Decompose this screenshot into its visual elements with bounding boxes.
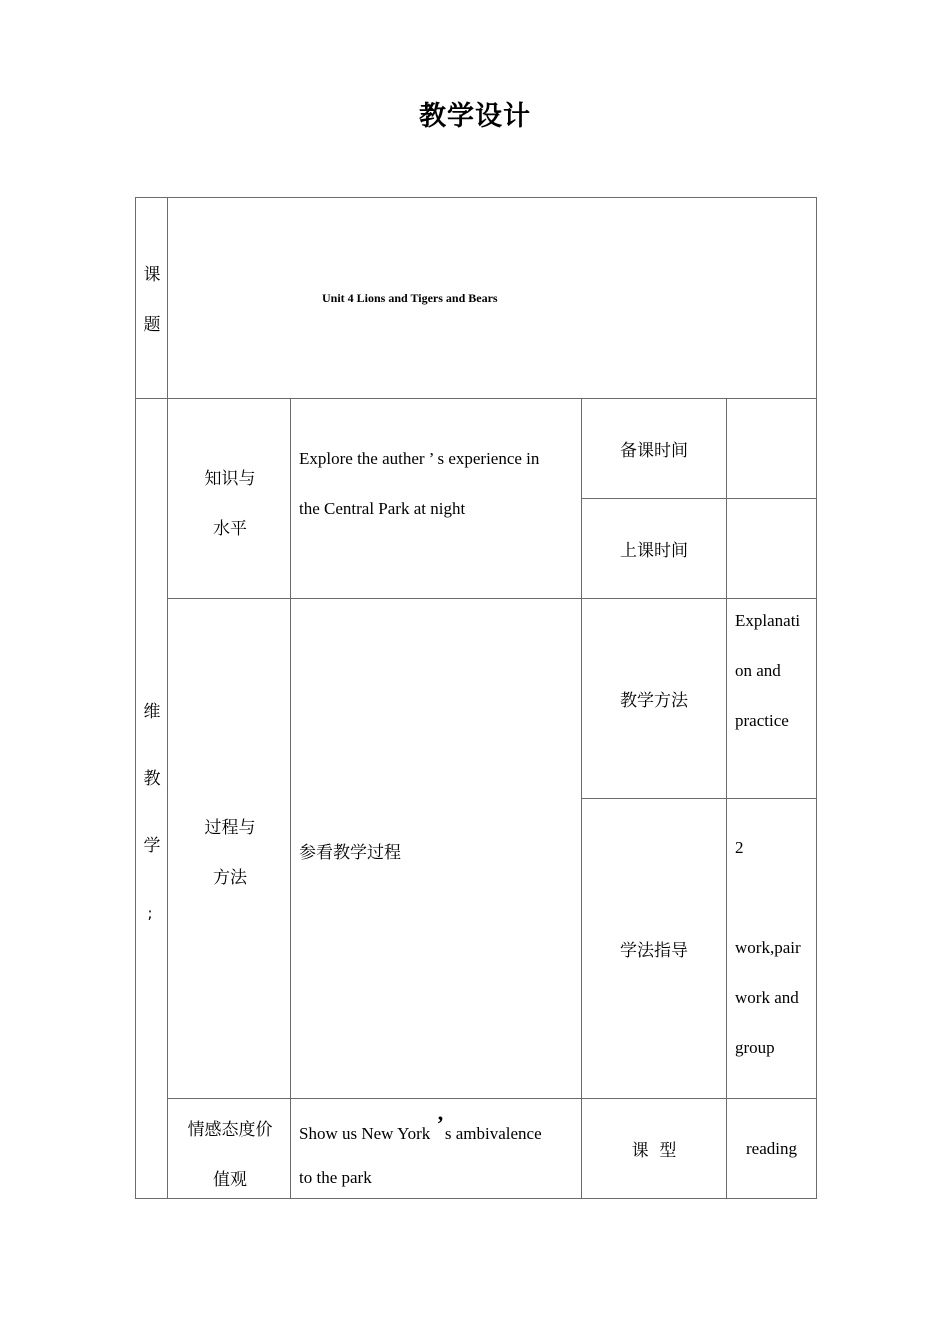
emotion-label-line: 情感态度价: [187, 1120, 273, 1140]
prep-time-label-cell: [581, 398, 727, 499]
method-value-line: on and: [735, 661, 781, 680]
prep-time-value-cell: [726, 398, 817, 499]
side-label-char: 教: [143, 769, 161, 789]
class-time-label-cell: [581, 498, 727, 599]
guidance-label-cell: [581, 798, 727, 1099]
guidance-value-line: work,pair: [735, 938, 801, 957]
topic-label-char: 题: [143, 315, 161, 335]
class-time-label: 上课时间: [620, 541, 688, 561]
method-label: 教学方法: [620, 691, 688, 711]
knowledge-content-line: the Central Park at night: [299, 499, 466, 518]
side-label-char: 维: [143, 702, 161, 722]
knowledge-content-cell: [290, 398, 582, 599]
knowledge-label-line: 水平: [213, 519, 247, 539]
emotion-label-line: 值观: [213, 1170, 247, 1190]
method-value-line: Explanati: [735, 611, 801, 630]
knowledge-label-line: 知识与: [204, 469, 256, 489]
topic-label-char: 课: [143, 265, 161, 285]
topic-value-cell: [167, 197, 817, 399]
topic-label-cell: [135, 197, 168, 399]
emotion-content-cell: [290, 1098, 582, 1199]
process-label-line: 方法: [213, 868, 247, 888]
guidance-value-line: group: [735, 1038, 775, 1057]
lesson-plan-table: [135, 197, 817, 1199]
emotion-content-part: s ambivalence: [444, 1124, 542, 1143]
emotion-apostrophe: ’: [436, 1111, 444, 1136]
guidance-label: 学法指导: [620, 941, 688, 961]
process-content-cell: [290, 598, 582, 1099]
guidance-value-line: 2: [735, 838, 744, 857]
emotion-content-part: Show us New York: [299, 1124, 431, 1143]
prep-time-label: 备课时间: [620, 441, 688, 461]
type-label-cell: [581, 1098, 727, 1199]
class-time-value-cell: [726, 498, 817, 599]
type-value: reading: [746, 1138, 797, 1158]
method-label-cell: [581, 598, 727, 799]
guidance-value-line: work and: [735, 988, 799, 1007]
emotion-content-line: [299, 1111, 542, 1145]
page-title: 教学设计: [419, 101, 531, 132]
side-label-char: 学: [143, 836, 161, 856]
type-value-cell: [726, 1098, 817, 1199]
type-label: 课 型: [631, 1141, 677, 1161]
process-label-line: 过程与: [204, 818, 256, 838]
method-value-cell: [726, 598, 817, 799]
process-label-cell: [167, 598, 291, 1099]
emotion-label-cell: [167, 1098, 291, 1199]
emotion-content-line: to the park: [299, 1168, 372, 1187]
guidance-value-cell: [726, 798, 817, 1099]
method-value-line: practice: [735, 711, 789, 730]
topic-value: Unit 4 Lions and Tigers and Bears: [322, 291, 498, 305]
side-label-char: ;: [147, 904, 153, 922]
process-content: 参看教学过程: [299, 843, 401, 863]
knowledge-content-line: Explore the auther ’ s experience in: [299, 449, 540, 468]
side-label-cell: [135, 398, 168, 1199]
knowledge-label-cell: [167, 398, 291, 599]
